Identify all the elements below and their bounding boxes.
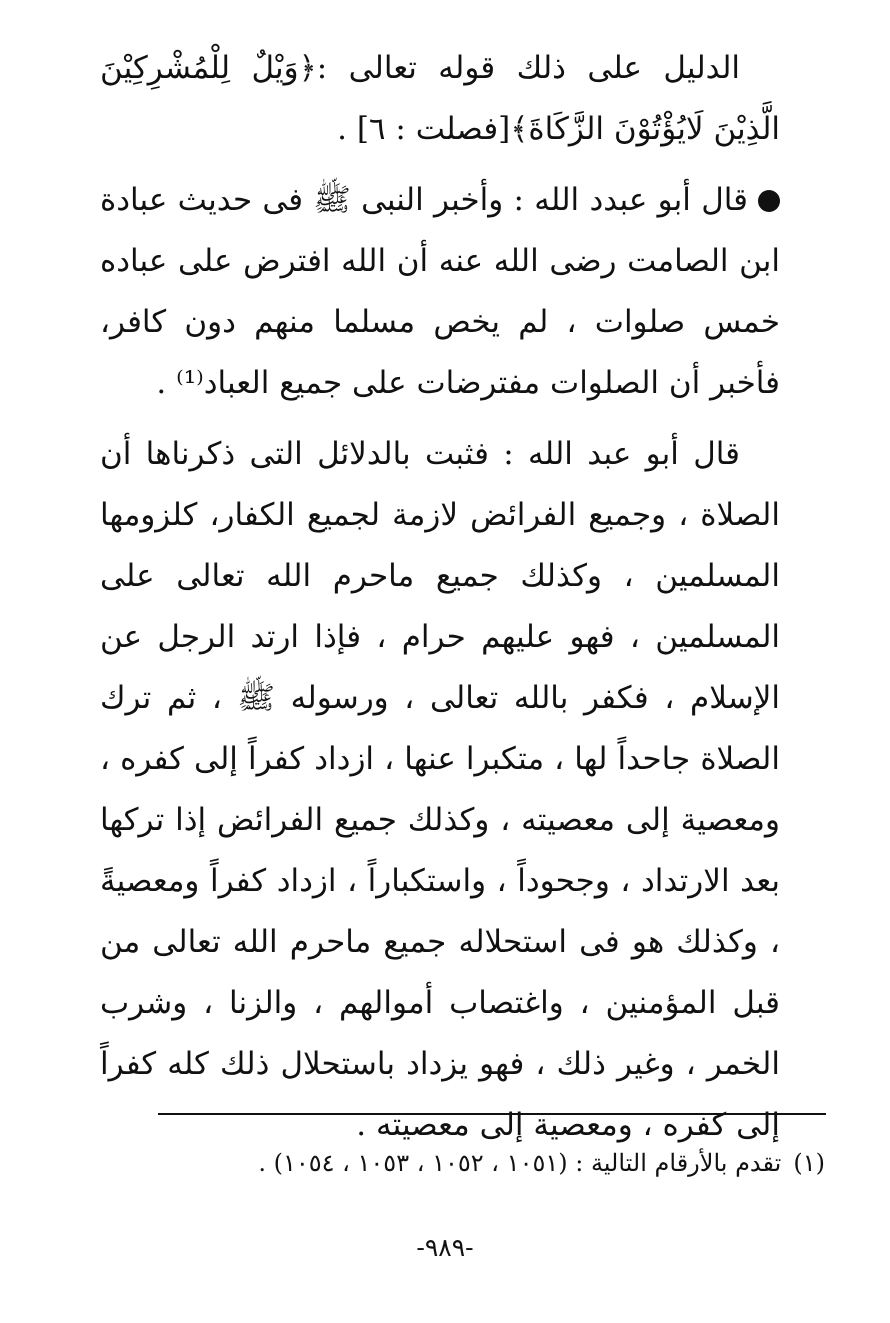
page-number: -٩٨٩-	[416, 1233, 474, 1262]
paragraph-hadith	[100, 170, 780, 414]
paragraph-text: قال أبو عبدد الله : وأخبر النبى ﷺ فى حديث عبادة ابن الصامت رضى الله عنه أن الله افترض على عباده خمس صلوات ، لم يخص مسلما منهم دون كافر، فأخبر أن الصلوات مفترضات على جميع العباد⁽¹⁾ .	[100, 182, 780, 401]
paragraph-text: قال أبو عبد الله : فثبت بالدلائل التى ذكرناها أن الصلاة ، وجميع الفرائض لازمة لجميع الكفار، كلزومها المسلمين ، وكذلك جميع ماحرم الله تعالى على المسلمين ، فهو عليهم حرام ، فإذا ارتد الرجل عن الإسلام ، فكفر بالله تعالى ، ورسوله ﷺ ، ثم ترك الصلاة جاحداً لها ، متكبرا عنها ، ازداد كفراً إلى كفره ، ومعصية إلى معصيته ، وكذلك جميع الفرائض إذا تركها بعد الارتداد ، وجحوداً ، واستكباراً ، ازداد كفراً ومعصيةً ، وكذلك هو فى استحلاله جميع ماحرم الله تعالى من قبل المؤمنين ، واغتصاب أموالهم ، والزنا ، وشرب الخمر ، وغير ذلك ، فهو يزداد باستحلال ذلك كله كفراً إلى كفره ، ومعصية إلى معصيته .	[100, 436, 780, 1143]
paragraph-verse-evidence	[100, 38, 780, 160]
footnote-divider	[158, 1113, 826, 1115]
footnote-text: تقدم بالأرقام التالية : (١٠٥١ ، ١٠٥٢ ، ١٠٥٣ ، ١٠٥٤) .	[258, 1149, 782, 1177]
paragraph-conclusion	[100, 424, 780, 1156]
bullet-icon	[758, 190, 780, 212]
footnote	[125, 1143, 825, 1183]
footnote-number: (١)	[793, 1149, 825, 1177]
main-text	[100, 38, 780, 1156]
paragraph-text: الدليل على ذلك قوله تعالى :﴿وَيْلٌ لِلْمُشْرِكِيْنَ الَّذِيْنَ لَايُؤْتُوْنَ الزَّكَاةَ﴾[فصلت : ٦] .	[100, 50, 780, 147]
